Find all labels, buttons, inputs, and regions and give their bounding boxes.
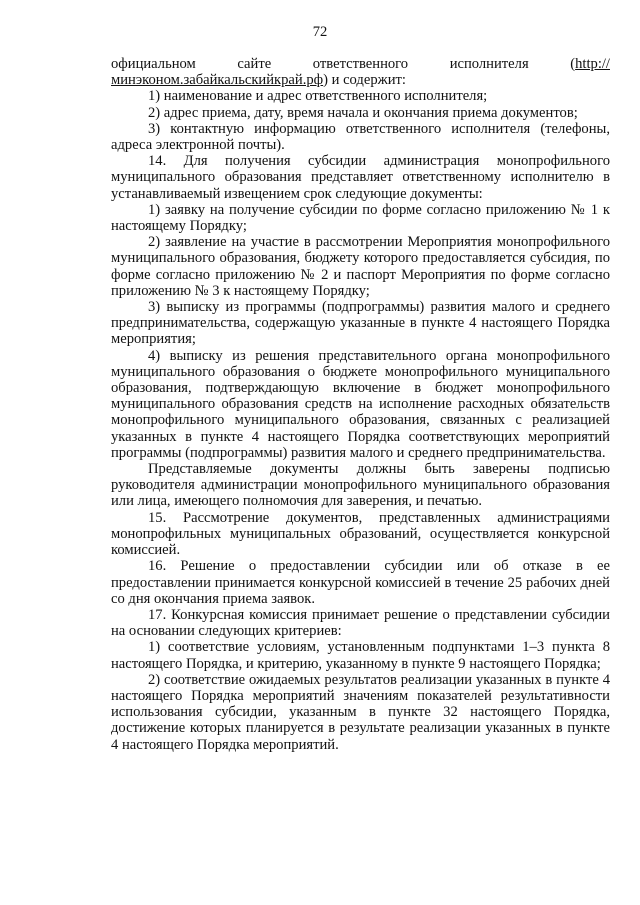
paragraph-criterion-2: 2) соответствие ожидаемых результатов реализации указанных в пункте 4 настоящего Порядка мероприятий значениям показателей результативности использования субсидии, указанным в пункте 32 настоящего Порядка, достижение которых планируется в результате реализации указанных в пункте 4 настоящего Порядка мероприятий. xyxy=(111,671,610,753)
paragraph-doc-1: 1) заявку на получение субсидии по форме согласно приложению № 1 к настоящему Порядку; xyxy=(111,201,610,235)
paragraph-certification: Представляемые документы должны быть заверены подписью руководителя администрации монопрофильного муниципального образования или лица, имеющего полномочия для заверения, и печатью. xyxy=(111,461,610,510)
paragraph-clause-14: 14. Для получения субсидии администрация монопрофильного муниципального образования представляет ответственному исполнителю в устанавливаемый извещением срок следующие документы: xyxy=(111,153,610,202)
page-number: 72 xyxy=(312,24,328,40)
document-body xyxy=(111,56,610,753)
paragraph-clause-17: 17. Конкурсная комиссия принимает решение о представлении субсидии на основании следующих критериев: xyxy=(111,606,610,640)
paragraph-website-intro-text: официальном сайте ответственного исполнителя ( xyxy=(111,56,576,72)
paragraph-doc-3: 3) выписку из программы (подпрограммы) развития малого и среднего предпринимательства, содержащую указанные в пункте 4 настоящего Порядка мероприятия; xyxy=(111,299,610,348)
paragraph-clause-15: 15. Рассмотрение документов, представленных администрациями монопрофильных муниципальных образований, осуществляется конкурсной комиссией. xyxy=(111,509,610,559)
paragraph-item-3: 3) контактную информацию ответственного исполнителя (телефоны, адреса электронной почты). xyxy=(111,120,610,154)
paragraph-doc-2: 2) заявление на участие в рассмотрении Мероприятия монопрофильного муниципального образования, бюджету которого предоставляется субсидия, по форме согласно приложению № 2 и паспорт Мероприятия по форме согласно приложению № 3 к настоящему Порядку; xyxy=(111,234,610,299)
ministry-website-link[interactable]: http://минэконом.забайкальскийкрай.рф xyxy=(111,56,610,89)
paragraph-doc-4: 4) выписку из решения представительного органа монопрофильного муниципального образования о бюджете монопрофильного муниципального образования, подтверждающую включение в бюджет монопрофильного муниципального образования средств на исполнение расходных обязательств монопрофильного муниципального образования, связанных с реализацией указанных в пункте 4 настоящего Порядка соответствующих мероприятий программы (подпрограммы) развития малого и среднего предпринимательства. xyxy=(111,347,610,461)
paragraph-item-2: 2) адрес приема, дату, время начала и окончания приема документов; xyxy=(148,104,578,121)
paragraph-website-intro-tail: ) и содержит: xyxy=(323,72,406,89)
paragraph-criterion-1: 1) соответствие условиям, установленным подпунктами 1–3 пункта 8 настоящего Порядка, и критерию, указанному в пункте 9 настоящего Порядка; xyxy=(111,639,610,672)
paragraph-item-1: 1) наименование и адрес ответственного исполнителя; xyxy=(148,88,488,105)
paragraph-clause-16: 16. Решение о предоставлении субсидии или об отказе в ее предоставлении принимается конкурсной комиссией в течение 25 рабочих дней со дня окончания приема заявок. xyxy=(111,558,610,607)
paragraph-website-intro xyxy=(111,56,610,88)
